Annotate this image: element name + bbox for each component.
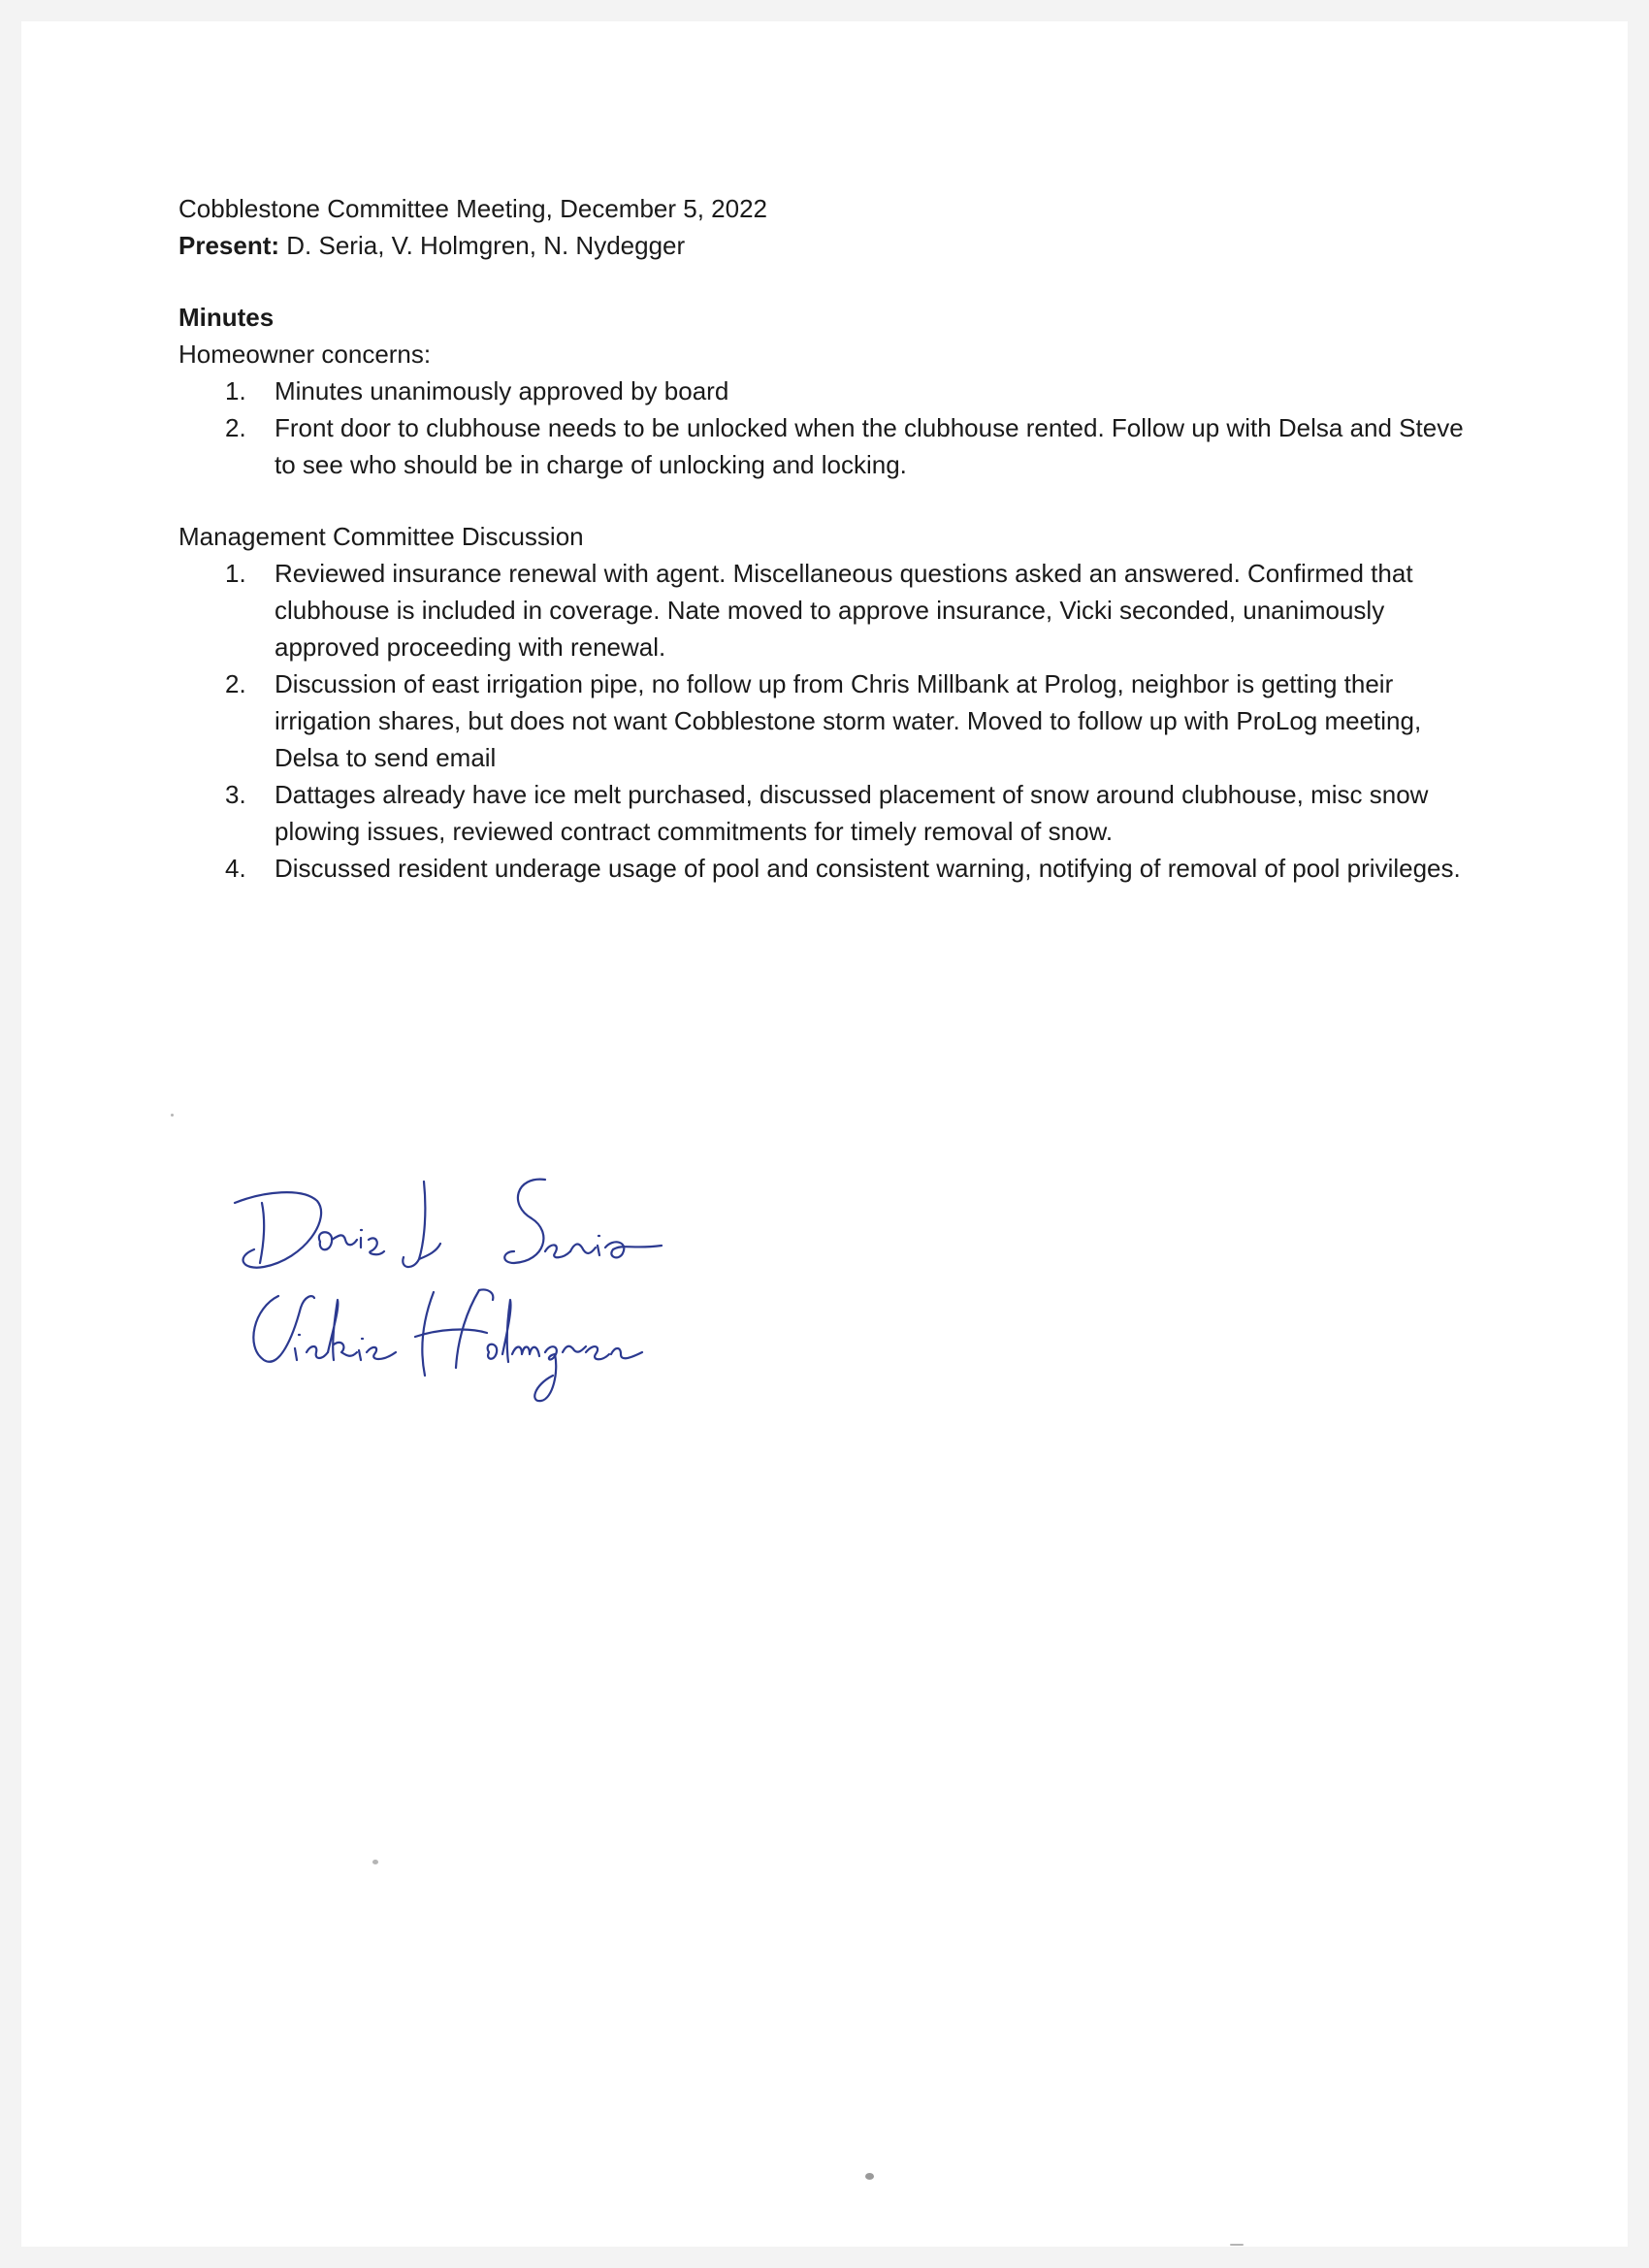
item-text: Minutes unanimously approved by board <box>275 376 729 405</box>
item-number: 4. <box>225 854 246 883</box>
list-item <box>178 776 1478 850</box>
list-item <box>178 665 1478 776</box>
document-title: Cobblestone Committee Meeting, December 5, 2022 <box>178 194 767 223</box>
item-text: Front door to clubhouse needs to be unlocked when the clubhouse rented. Follow up with Delsa and Steve to see who should be in charge of unlocking and locking. <box>275 413 1464 479</box>
item-text: Reviewed insurance renewal with agent. Miscellaneous questions asked an answered. Confirmed that clubhouse is included in coverage. Nate moved to approve insurance, Vicki seconded, unanimously approved proceeding with renewal. <box>275 559 1413 662</box>
signature-doris-seria <box>235 1180 662 1268</box>
list-item <box>178 555 1478 665</box>
scan-speck <box>171 1114 174 1117</box>
list-item <box>178 850 1478 887</box>
item-text: Dattages already have ice melt purchased, discussed placement of snow around clubhouse, misc snow plowing issues, reviewed contract commitments for timely removal of snow. <box>275 780 1429 846</box>
spacer <box>178 264 1478 299</box>
scan-speck <box>372 1860 378 1864</box>
meeting-minutes-document <box>178 190 1478 887</box>
spacer <box>178 483 1478 518</box>
item-text: Discussed resident underage usage of pool and consistent warning, notifying of removal of pool privileges. <box>275 854 1461 883</box>
minutes-heading: Minutes <box>178 303 275 332</box>
handwritten-signatures <box>225 1162 807 1414</box>
scan-speck <box>1230 2244 1244 2246</box>
present-label: Present: <box>178 231 280 260</box>
item-number: 2. <box>225 669 246 698</box>
item-number: 3. <box>225 780 246 809</box>
item-number: 1. <box>225 376 246 405</box>
present-names: D. Seria, V. Holmgren, N. Nydegger <box>279 231 686 260</box>
signature-vickie-holmgren <box>253 1289 642 1401</box>
list-item <box>178 373 1478 409</box>
list-item <box>178 409 1478 483</box>
item-number: 2. <box>225 413 246 442</box>
management-discussion-list <box>178 555 1478 887</box>
scan-speck <box>865 2173 874 2180</box>
attendees-line <box>178 227 1478 264</box>
management-discussion-heading: Management Committee Discussion <box>178 522 584 551</box>
homeowner-concerns-list <box>178 373 1478 483</box>
homeowner-concerns-heading: Homeowner concerns: <box>178 340 432 369</box>
item-number: 1. <box>225 559 246 588</box>
item-text: Discussion of east irrigation pipe, no follow up from Chris Millbank at Prolog, neighbor is getting their irrigation shares, but does not want Cobblestone storm water. Moved to follow up with ProLog meeting, Delsa to send email <box>275 669 1422 772</box>
